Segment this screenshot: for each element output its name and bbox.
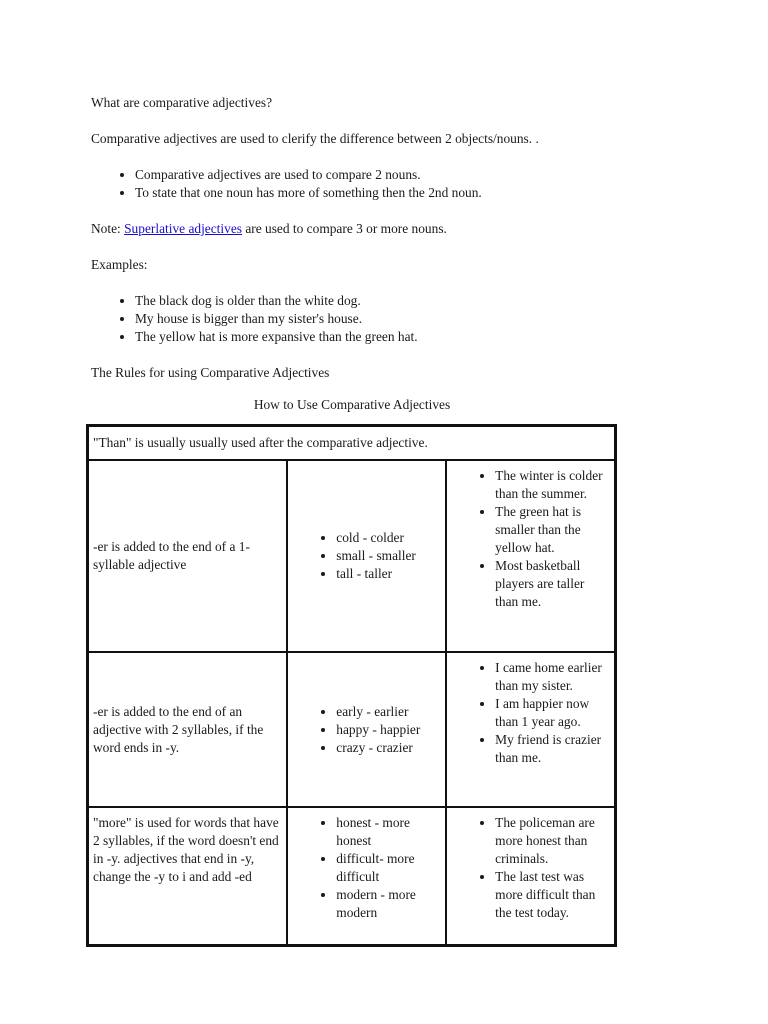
rule-cell: "more" is used for words that have 2 syllables, if the word doesn't end in -y. adjectives that end in -y, change the -y to i and add -ed (88, 807, 287, 945)
note-paragraph (91, 220, 651, 238)
intro-bullet-list (91, 166, 651, 202)
list-item: • The yellow hat is more expansive than the green hat. (135, 328, 651, 346)
list-item: • The policeman are more honest than criminals. (495, 814, 610, 868)
sentences-cell (446, 807, 615, 945)
examples-list (91, 292, 651, 346)
rule-cell: -er is added to the end of a 1-syllable adjective (88, 460, 287, 652)
document-body (91, 94, 651, 418)
list-item: • To state that one noun has more of something then the 2nd noun. (135, 184, 651, 202)
list-item: • cold - colder (336, 529, 441, 547)
table-header-cell: "Than" is usually usually used after the comparative adjective. (88, 426, 615, 460)
list-item: • modern - more modern (336, 886, 441, 922)
table-row (88, 426, 615, 460)
forms-cell (287, 807, 446, 945)
table-caption: How to Use Comparative Adjectives (253, 397, 451, 412)
note-prefix: Note: (91, 221, 125, 236)
list-item: • early - earlier (336, 703, 441, 721)
list-item: • difficult- more difficult (336, 850, 441, 886)
list-item: • The last test was more difficult than the test today. (495, 868, 610, 922)
examples-label: Examples: (91, 257, 148, 272)
note-suffix: are used to compare 3 or more nouns. (241, 221, 447, 236)
list-item: • I came home earlier than my sister. (495, 659, 610, 695)
rule-cell: -er is added to the end of an adjective with 2 syllables, if the word ends in -y. (88, 652, 287, 807)
list-item: • My friend is crazier than me. (495, 731, 610, 767)
list-item: • small - smaller (336, 547, 441, 565)
intro-paragraph: Comparative adjectives are used to clerify the difference between 2 objects/nouns. . (91, 131, 539, 146)
list-item: • happy - happier (336, 721, 441, 739)
list-item: • crazy - crazier (336, 739, 441, 757)
list-item: • The black dog is older than the white dog. (135, 292, 651, 310)
comparative-rules-table (86, 424, 617, 947)
sentences-cell (446, 460, 615, 652)
list-item: • The green hat is smaller than the yellow hat. (495, 503, 610, 557)
question-heading: What are comparative adjectives? (91, 95, 273, 110)
rules-heading: The Rules for using Comparative Adjectives (91, 365, 330, 380)
table-row (88, 807, 615, 945)
list-item: • tall - taller (336, 565, 441, 583)
list-item: • The winter is colder than the summer. (495, 467, 610, 503)
list-item: • I am happier now than 1 year ago. (495, 695, 610, 731)
superlative-adjectives-link[interactable]: Superlative adjectives (124, 221, 242, 236)
sentences-cell (446, 652, 615, 807)
table-row (88, 652, 615, 807)
forms-cell (287, 652, 446, 807)
table-row (88, 460, 615, 652)
list-item: • My house is bigger than my sister's house. (135, 310, 651, 328)
list-item: • Comparative adjectives are used to compare 2 nouns. (135, 166, 651, 184)
forms-cell (287, 460, 446, 652)
list-item: • honest - more honest (336, 814, 441, 850)
list-item: • Most basketball players are taller than me. (495, 557, 610, 611)
